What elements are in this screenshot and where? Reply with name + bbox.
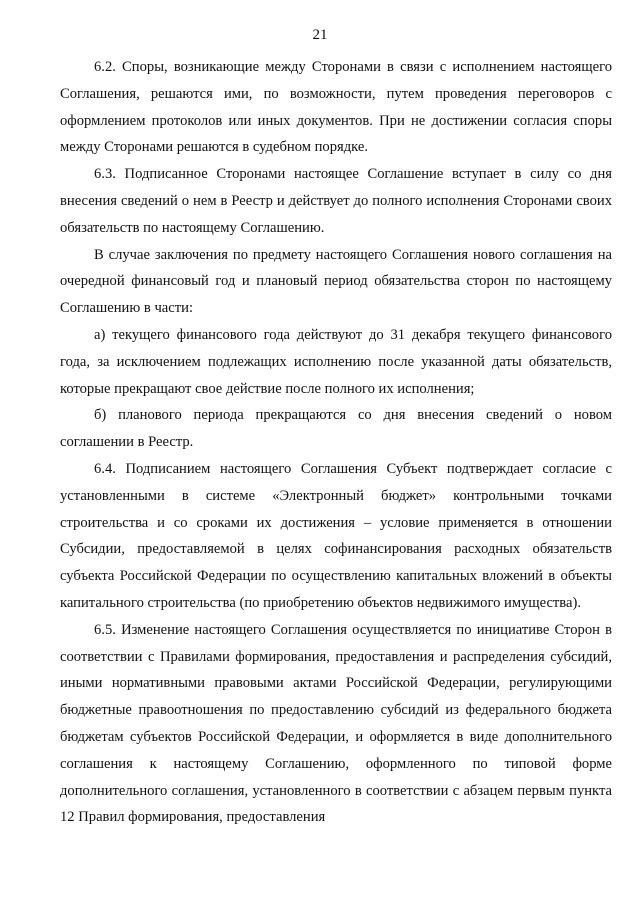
document-body bbox=[60, 54, 612, 831]
paragraph-6-3: 6.3. Подписанное Сторонами настоящее Соглашение вступает в силу со дня внесения сведений о нем в Реестр и действует до полного исполнения Сторонами своих обязательств по настоящему Соглашению. bbox=[60, 166, 612, 236]
paragraph-item-b: б) планового периода прекращаются со дня внесения сведений о новом соглашении в Реестр. bbox=[60, 407, 612, 451]
paragraph-item-a: а) текущего финансового года действуют до 31 декабря текущего финансового года, за исключением подлежащих исполнению после указанной даты обязательств, которые прекращают свое действие после полного их исполнения; bbox=[60, 326, 612, 397]
paragraph-6-5: 6.5. Изменение настоящего Соглашения осуществляется по инициативе Сторон в соответствии с Правилами формирования, предоставления и распределения субсидий, иными нормативными правовыми актами Российской Федерации, регулирующими бюджетные правоотношения по предоставлению субсидий из федерального бюджета бюджетам субъектов Российской Федерации, и оформляется в виде дополнительного соглашения к настоящему Соглашению, оформленного по типовой форме дополнительного соглашения, установленного в соответствии с абзацем первым пункта 12 Правил формирования, предоставления bbox=[60, 621, 612, 826]
paragraph-new-agreement: В случае заключения по предмету настоящего Соглашения нового соглашения на очередной финансовый год и плановый период обязательства сторон по настоящему Соглашению в части: bbox=[60, 246, 612, 317]
paragraph-6-4: 6.4. Подписанием настоящего Соглашения Субъект подтверждает согласие с установленными в системе «Электронный бюджет» контрольными точками строительства и со сроками их достижения – условие применяется в отношении Субсидии, предоставляемой в целях софинансирования расходных обязательств субъекта Российской Федерации по осуществлению капитальных вложений в объекты капитального строительства (по приобретению объектов недвижимого имущества). bbox=[60, 460, 612, 611]
page-number: 21 bbox=[312, 27, 328, 43]
paragraph-6-2: 6.2. Споры, возникающие между Сторонами в связи с исполнением настоящего Соглашения, решаются ими, по возможности, путем проведения переговоров с оформлением протоколов или иных документов. При не достижении согласия споры между Сторонами решаются в судебном порядке. bbox=[60, 59, 612, 156]
